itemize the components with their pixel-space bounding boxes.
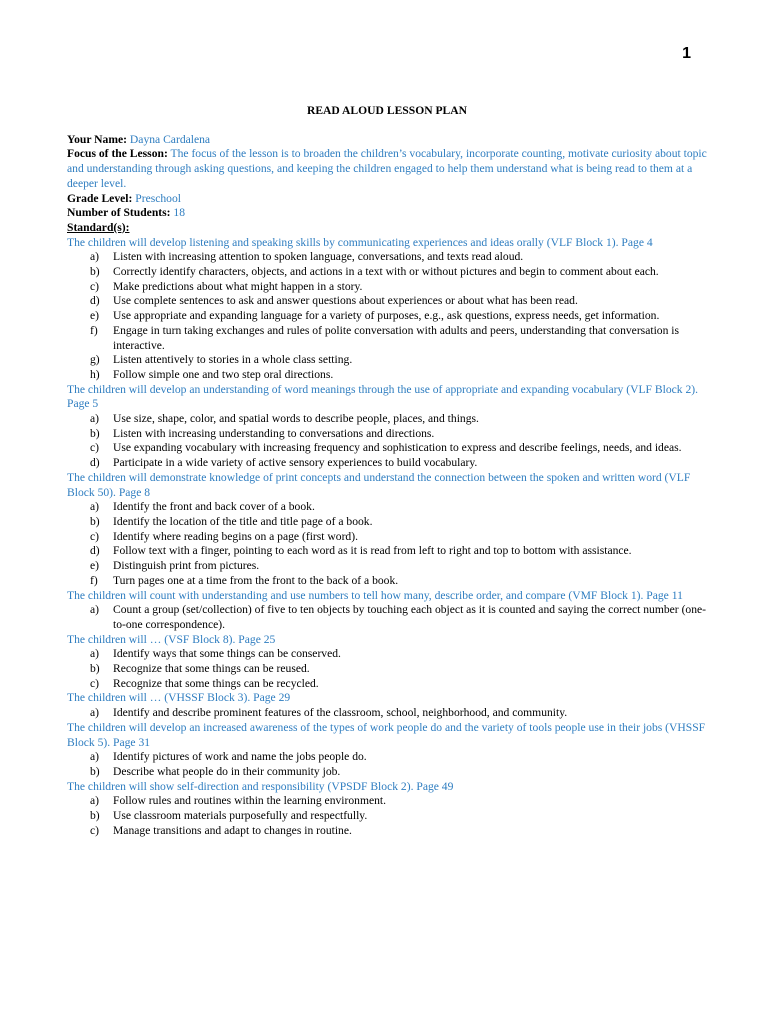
field-label: Grade Level:: [67, 191, 133, 205]
standard-text: The children will develop listening and speaking skills by communicating experiences and ideas orally (VLF Block 1). Page 4: [67, 235, 653, 249]
item-text: Participate in a wide variety of active sensory experiences to build vocabulary.: [113, 456, 478, 470]
item-text: Use size, shape, color, and spatial words to describe people, places, and things.: [113, 412, 479, 426]
standards-list: [67, 236, 707, 839]
item-marker: a): [90, 794, 100, 808]
item-marker: f): [90, 323, 98, 337]
standards-heading: Standard(s):: [67, 220, 130, 234]
standard-items: [67, 412, 707, 471]
item-marker: a): [90, 603, 100, 617]
item-marker: b): [90, 764, 100, 778]
standard: [67, 691, 707, 720]
list-item: [67, 427, 707, 442]
standard: [67, 471, 707, 589]
standard-items: [67, 750, 707, 779]
item-marker: b): [90, 514, 100, 528]
standard: [67, 780, 707, 839]
item-text: Follow text with a finger, pointing to each word as it is read from left to right and top to bottom with assistance.: [113, 544, 632, 558]
item-marker: c): [90, 529, 100, 543]
field-value: 18: [173, 206, 185, 220]
standard-text: The children will demonstrate knowledge of print concepts and understand the connection between the spoken and written word (VLF Block 50). Page 8: [67, 470, 691, 499]
list-item: [67, 765, 707, 780]
standard: [67, 236, 707, 383]
field-value: The focus of the lesson is to broaden the children’s vocabulary, incorporate counting, motivate curiosity about topic and understanding through asking questions, and keeping the children engaged to help them understand what is being read to them at a deeper level.: [67, 147, 707, 190]
standard-items: [67, 706, 707, 721]
item-marker: b): [90, 809, 100, 823]
list-item: [67, 250, 707, 265]
list-item: [67, 647, 707, 662]
list-item: [67, 574, 707, 589]
standard-text: The children will … (VSF Block 8). Page 25: [67, 632, 276, 646]
item-marker: c): [90, 823, 100, 837]
item-marker: b): [90, 662, 100, 676]
list-item: [67, 500, 707, 515]
item-text: Identify the location of the title and title page of a book.: [113, 514, 373, 528]
list-item: [67, 809, 707, 824]
list-item: [67, 544, 707, 559]
list-item: [67, 824, 707, 839]
item-marker: d): [90, 456, 100, 470]
standard: [67, 633, 707, 692]
lesson-field: [67, 206, 707, 221]
standard-text: The children will develop an understanding of word meanings through the use of appropriate and expanding vocabulary (VLF Block 2). Page 5: [67, 382, 699, 411]
item-marker: b): [90, 426, 100, 440]
item-marker: c): [90, 441, 100, 455]
list-item: [67, 441, 707, 456]
standard-text: The children will … (VHSSF Block 3). Page 29: [67, 691, 291, 705]
item-text: Turn pages one at a time from the front to the back of a book.: [113, 573, 399, 587]
item-marker: h): [90, 367, 100, 381]
item-text: Distinguish print from pictures.: [113, 559, 260, 573]
list-item: [67, 750, 707, 765]
item-text: Follow rules and routines within the learning environment.: [113, 794, 387, 808]
item-marker: a): [90, 706, 100, 720]
list-item: [67, 530, 707, 545]
item-text: Follow simple one and two step oral directions.: [113, 367, 334, 381]
item-text: Use classroom materials purposefully and respectfully.: [113, 809, 368, 823]
list-item: [67, 353, 707, 368]
item-text: Recognize that some things can be recycled.: [113, 676, 319, 690]
lesson-field: [67, 133, 707, 148]
item-text: Recognize that some things can be reused.: [113, 662, 310, 676]
list-item: [67, 515, 707, 530]
item-marker: e): [90, 559, 100, 573]
lesson-field: [67, 147, 707, 191]
list-item: [67, 794, 707, 809]
item-marker: f): [90, 573, 98, 587]
lesson-field: [67, 192, 707, 207]
item-marker: a): [90, 500, 100, 514]
list-item: [67, 706, 707, 721]
list-item: [67, 677, 707, 692]
item-text: Listen with increasing attention to spoken language, conversations, and texts read aloud.: [113, 250, 524, 264]
item-text: Make predictions about what might happen in a story.: [113, 279, 363, 293]
standard-text: The children will count with understanding and use numbers to tell how many, describe order, and compare (VMF Block 1). Page 11: [67, 588, 683, 602]
item-marker: d): [90, 294, 100, 308]
list-item: [67, 662, 707, 677]
list-item: [67, 559, 707, 574]
item-text: Count a group (set/collection) of five to ten objects by touching each object as it is counted and saying the correct number (one-to-one correspondence).: [113, 603, 707, 631]
item-marker: c): [90, 676, 100, 690]
list-item: [67, 294, 707, 309]
item-text: Identify and describe prominent features of the classroom, school, neighborhood, and community.: [113, 706, 568, 720]
item-marker: a): [90, 412, 100, 426]
item-marker: e): [90, 309, 100, 323]
list-item: [67, 324, 707, 353]
standard-items: [67, 500, 707, 588]
item-text: Identify the front and back cover of a book.: [113, 500, 315, 514]
item-text: Listen with increasing understanding to conversations and directions.: [113, 426, 435, 440]
list-item: [67, 265, 707, 280]
document-title: READ ALOUD LESSON PLAN: [306, 104, 468, 117]
item-text: Engage in turn taking exchanges and rules of polite conversation with adults and peers, understanding that conversation is interactive.: [113, 323, 680, 352]
item-text: Identify pictures of work and name the jobs people do.: [113, 750, 367, 764]
item-text: Listen attentively to stories in a whole class setting.: [113, 353, 353, 367]
standard-items: [67, 250, 707, 382]
page-number: 1: [682, 45, 691, 62]
item-marker: a): [90, 647, 100, 661]
item-text: Use complete sentences to ask and answer questions about experiences or about what has been read.: [113, 294, 578, 308]
item-marker: a): [90, 750, 100, 764]
list-item: [67, 603, 707, 632]
list-item: [67, 280, 707, 295]
list-item: [67, 412, 707, 427]
standard-text: The children will develop an increased awareness of the types of work people do and the variety of tools people use in their jobs (VHSSF Block 5). Page 31: [67, 720, 706, 749]
field-label: Your Name:: [67, 132, 128, 146]
standard: [67, 383, 707, 471]
item-marker: d): [90, 544, 100, 558]
field-label: Number of Students:: [67, 206, 171, 220]
field-value: Dayna Cardalena: [129, 132, 211, 146]
item-marker: g): [90, 353, 100, 367]
item-text: Use appropriate and expanding language for a variety of purposes, e.g., ask questions, express needs, get information.: [113, 309, 660, 323]
list-item: [67, 309, 707, 324]
document-body: [67, 104, 707, 838]
standard-items: [67, 647, 707, 691]
item-marker: c): [90, 279, 100, 293]
standard-items: [67, 794, 707, 838]
standard: [67, 721, 707, 780]
standard-text: The children will show self-direction and responsibility (VPSDF Block 2). Page 49: [67, 779, 454, 793]
item-text: Manage transitions and adapt to changes in routine.: [113, 823, 352, 837]
item-text: Identify where reading begins on a page (first word).: [113, 529, 358, 543]
item-marker: b): [90, 265, 100, 279]
list-item: [67, 456, 707, 471]
standard-items: [67, 603, 707, 632]
item-marker: a): [90, 250, 100, 264]
standard: [67, 589, 707, 633]
item-text: Identify ways that some things can be conserved.: [113, 647, 341, 661]
lesson-fields: [67, 133, 707, 221]
item-text: Use expanding vocabulary with increasing frequency and sophistication to express and describe feelings, needs, and ideas.: [113, 441, 682, 455]
field-label: Focus of the Lesson:: [67, 147, 168, 161]
item-text: Describe what people do in their community job.: [113, 764, 341, 778]
field-value: Preschool: [135, 191, 181, 205]
list-item: [67, 368, 707, 383]
item-text: Correctly identify characters, objects, and actions in a text with or without pictures and begin to comment about each.: [113, 265, 659, 279]
